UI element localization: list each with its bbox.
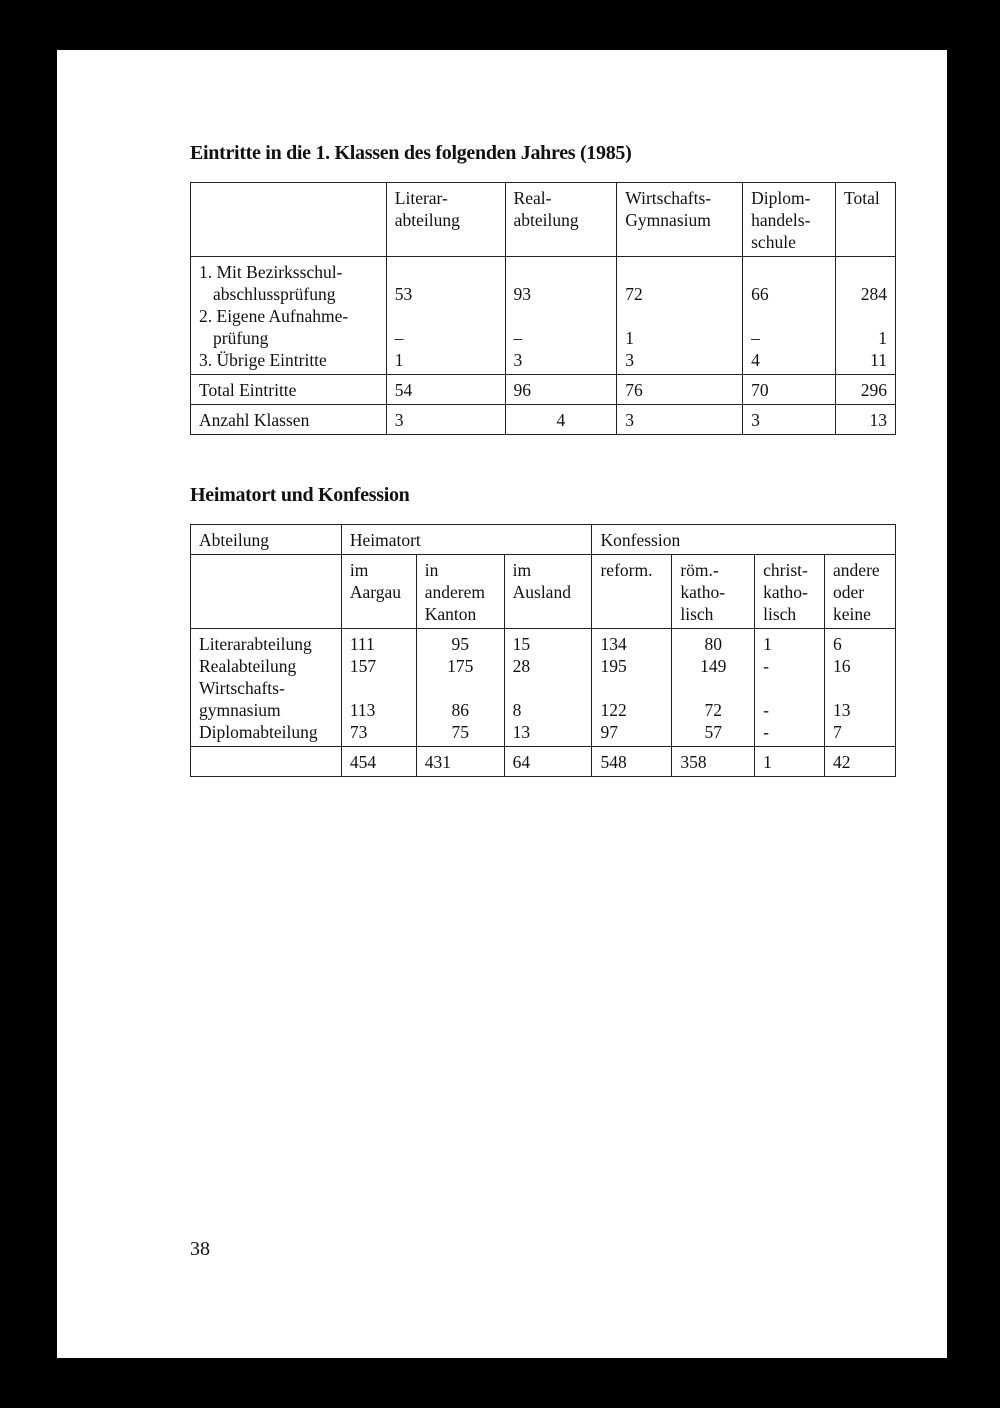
table1-total-row	[191, 375, 896, 405]
total-value: 42	[825, 747, 896, 777]
row-label: Realabteilung	[199, 656, 297, 676]
table1-data-cell: 72 1 3	[617, 257, 743, 375]
row-label: 2. Eigene Aufnahme-	[199, 306, 349, 326]
table2-data-cell: 95 175 86 75	[416, 629, 504, 747]
total-value: 1	[755, 747, 825, 777]
row-label: prüfung	[213, 328, 269, 348]
subcol-header: andere oder keine	[825, 555, 896, 629]
table2-data-cell: 111 157 113 73	[341, 629, 416, 747]
table2-data-cell: 15 28 8 13	[504, 629, 592, 747]
table2-totals-row	[191, 747, 896, 777]
subcol-header: röm.- katho- lisch	[672, 555, 755, 629]
table1-header-row	[191, 183, 896, 257]
table1-col-header: Total	[836, 183, 896, 257]
row-label: 3. Übrige Eintritte	[199, 350, 327, 370]
row-label: Diplomabteilung	[199, 722, 318, 742]
abteilung-header: Abteilung	[191, 525, 342, 555]
table1-data-cell: 66 – 4	[743, 257, 836, 375]
subcol-header: im Aargau	[341, 555, 416, 629]
document-page	[57, 50, 947, 1358]
row-label: Literarabteilung	[199, 634, 312, 654]
subcol-header: in anderem Kanton	[416, 555, 504, 629]
table2-data-cell: 1 - - -	[755, 629, 825, 747]
table1-corner-cell	[191, 183, 387, 257]
table2	[190, 524, 896, 777]
row-label: gymnasium	[199, 700, 281, 720]
total-value: 70	[743, 375, 836, 405]
subcol-header: reform.	[592, 555, 672, 629]
table1-col-header: Diplom- handels- schule	[743, 183, 836, 257]
table1-col-header: Wirtschafts- Gymnasium	[617, 183, 743, 257]
table2-totals-label-cell	[191, 747, 342, 777]
table2-data-cell: 80 149 72 57	[672, 629, 755, 747]
table2-corner-cell	[191, 555, 342, 629]
klassen-label: Anzahl Klassen	[191, 405, 387, 435]
table2-data-cell: 6 16 13 7	[825, 629, 896, 747]
konfession-header: Konfession	[592, 525, 896, 555]
table1-data-cell: 93 – 3	[505, 257, 617, 375]
total-value: 454	[341, 747, 416, 777]
table2-body-row	[191, 629, 896, 747]
total-value: 296	[836, 375, 896, 405]
table2-header-row	[191, 525, 896, 555]
table2-subheader-row	[191, 555, 896, 629]
table1-data-cell: 284 1 11	[836, 257, 896, 375]
total-value: 96	[505, 375, 617, 405]
heimatort-header: Heimatort	[341, 525, 592, 555]
row-label: abschlussprüfung	[213, 284, 336, 304]
total-value: 358	[672, 747, 755, 777]
klassen-value: 3	[617, 405, 743, 435]
table1-title: Eintritte in die 1. Klassen des folgenden Jahres (1985)	[190, 142, 632, 164]
total-label: Total Eintritte	[191, 375, 387, 405]
page-number: 38	[190, 1238, 210, 1260]
klassen-value: 13	[836, 405, 896, 435]
total-value: 54	[386, 375, 505, 405]
row-label: Wirtschafts-	[199, 678, 285, 698]
row-label: 1. Mit Bezirksschul-	[199, 262, 343, 282]
total-value: 76	[617, 375, 743, 405]
klassen-value: 4	[505, 405, 617, 435]
total-value: 64	[504, 747, 592, 777]
total-value: 548	[592, 747, 672, 777]
table1-col-header: Real- abteilung	[505, 183, 617, 257]
table1-data-cell: 53 – 1	[386, 257, 505, 375]
subcol-header: christ- katho- lisch	[755, 555, 825, 629]
table2-data-cell: 134 195 122 97	[592, 629, 672, 747]
table1-col-header: Literar- abteilung	[386, 183, 505, 257]
klassen-value: 3	[743, 405, 836, 435]
klassen-value: 3	[386, 405, 505, 435]
table1-entry-rows	[191, 257, 896, 375]
subcol-header: im Ausland	[504, 555, 592, 629]
total-value: 431	[416, 747, 504, 777]
table2-title: Heimatort und Konfession	[190, 484, 410, 506]
table1	[190, 182, 896, 435]
table2-row-labels	[191, 629, 342, 747]
table1-klassen-row	[191, 405, 896, 435]
table1-row-labels	[191, 257, 387, 375]
